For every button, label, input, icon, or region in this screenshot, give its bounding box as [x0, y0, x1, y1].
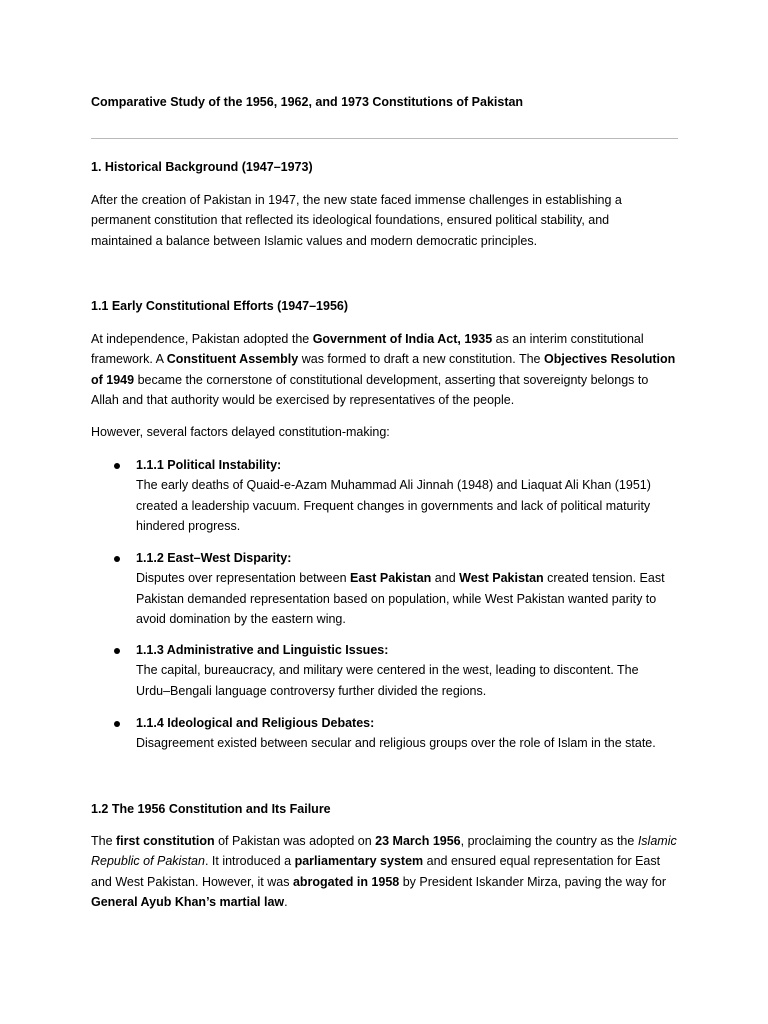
bold-text: 23 March 1956 — [375, 834, 461, 848]
list-item-political-instability — [136, 455, 696, 536]
text-run: The — [91, 834, 117, 848]
bold-text: abrogated in 1958 — [292, 874, 400, 889]
bullet-icon — [114, 721, 120, 727]
bold-text: General Ayub Khan’s martial law — [91, 894, 285, 909]
italic-text: Republic of Pakistan — [91, 854, 205, 869]
list-item-heading: 1.1.2 East–West Disparity: — [136, 551, 292, 565]
paragraph-line — [91, 831, 691, 851]
bold-text: Objectives Resolution — [543, 352, 676, 367]
text-run: became the cornerstone of constitutional development, asserting that sovereignty belongs to — [134, 372, 649, 387]
heading-1956-constitution: 1.2 The 1956 Constitution and Its Failure — [91, 802, 331, 816]
text-run: . It introduced a — [204, 854, 295, 869]
paragraph-line — [91, 872, 691, 892]
paragraph-line — [91, 851, 691, 871]
paragraph-line — [91, 329, 691, 349]
document-title: Comparative Study of the 1956, 1962, and 1973 Constitutions of Pakistan — [91, 95, 524, 109]
paragraph-line: However, several factors delayed constitution-making: — [91, 425, 390, 439]
text-run: and West Pakistan. However, it was — [91, 874, 293, 889]
paragraph-1956-constitution — [91, 831, 691, 912]
list-item-line: Disagreement existed between secular and religious groups over the role of Islam in the state. — [136, 736, 656, 751]
list-item-east-west-disparity — [136, 548, 696, 629]
paragraph-delay-factors — [91, 422, 691, 442]
paragraph-line: permanent constitution that reflected its ideological foundations, ensured political stability, and — [91, 213, 610, 228]
paragraph-line — [91, 349, 691, 369]
text-run: framework. A — [91, 352, 167, 367]
list-item-line: The capital, bureaucracy, and military were centered in the west, leading to discontent. The — [136, 663, 639, 678]
text-run: created tension. East — [543, 571, 665, 586]
bullet-icon — [114, 463, 120, 469]
paragraph-line — [91, 892, 691, 912]
text-run: and — [431, 571, 460, 586]
text-run: as an interim constitutional — [492, 332, 644, 346]
list-item-line: The early deaths of Quaid-e-Azam Muhammad Ali Jinnah (1948) and Liaquat Ali Khan (1951) — [136, 478, 651, 493]
bullet-icon — [114, 648, 120, 654]
text-run: . — [284, 894, 288, 909]
list-item-heading: 1.1.4 Ideological and Religious Debates: — [136, 716, 375, 730]
text-run: At independence, Pakistan adopted the — [91, 332, 313, 346]
list-item-line: created a leadership vacuum. Frequent changes in governments and lack of political maturity — [136, 498, 651, 513]
heading-early-efforts: 1.1 Early Constitutional Efforts (1947–1956) — [91, 299, 349, 313]
horizontal-rule — [91, 138, 678, 139]
italic-text: Islamic — [637, 834, 677, 848]
list-item-heading: 1.1.3 Administrative and Linguistic Issues: — [136, 643, 389, 657]
paragraph-line: Allah and that authority would be exercised by representatives of the people. — [91, 392, 515, 407]
list-item-line: avoid domination by the eastern wing. — [136, 611, 346, 626]
text-run: was formed to draft a new constitution. The — [298, 352, 544, 367]
list-item-line: hindered progress. — [136, 518, 241, 533]
bold-text: West Pakistan — [459, 571, 544, 586]
list-item-administrative-linguistic — [136, 640, 696, 701]
text-run: and ensured equal representation for East — [423, 854, 661, 869]
paragraph-independence — [91, 329, 691, 410]
bold-text: parliamentary system — [294, 854, 424, 869]
bold-text: first constitution — [116, 834, 215, 848]
list-item-line: Pakistan demanded representation based on population, while West Pakistan wanted parity to — [136, 591, 657, 606]
paragraph-line — [91, 370, 691, 390]
bold-text: Constituent Assembly — [166, 352, 299, 367]
bold-text: Government of India Act, 1935 — [312, 332, 493, 346]
text-run: , proclaiming the country as the — [460, 834, 638, 848]
bold-text: of 1949 — [91, 372, 135, 387]
list-item-line — [136, 568, 696, 588]
heading-historical-background: 1. Historical Background (1947–1973) — [91, 160, 313, 174]
paragraph-line: maintained a balance between Islamic values and modern democratic principles. — [91, 233, 538, 248]
list-item-line: Urdu–Bengali language controversy further divided the regions. — [136, 683, 487, 698]
paragraph-line: After the creation of Pakistan in 1947, the new state faced immense challenges in establishing a — [91, 193, 622, 207]
bold-text: East Pakistan — [350, 571, 432, 586]
text-run: Disputes over representation between — [136, 571, 351, 586]
paragraph-intro — [91, 190, 691, 251]
list-item-ideological-religious — [136, 713, 696, 754]
list-item-heading: 1.1.1 Political Instability: — [136, 458, 282, 472]
text-run: by President Iskander Mirza, paving the way for — [399, 874, 667, 889]
bullet-icon — [114, 556, 120, 562]
text-run: of Pakistan was adopted on — [214, 834, 376, 848]
